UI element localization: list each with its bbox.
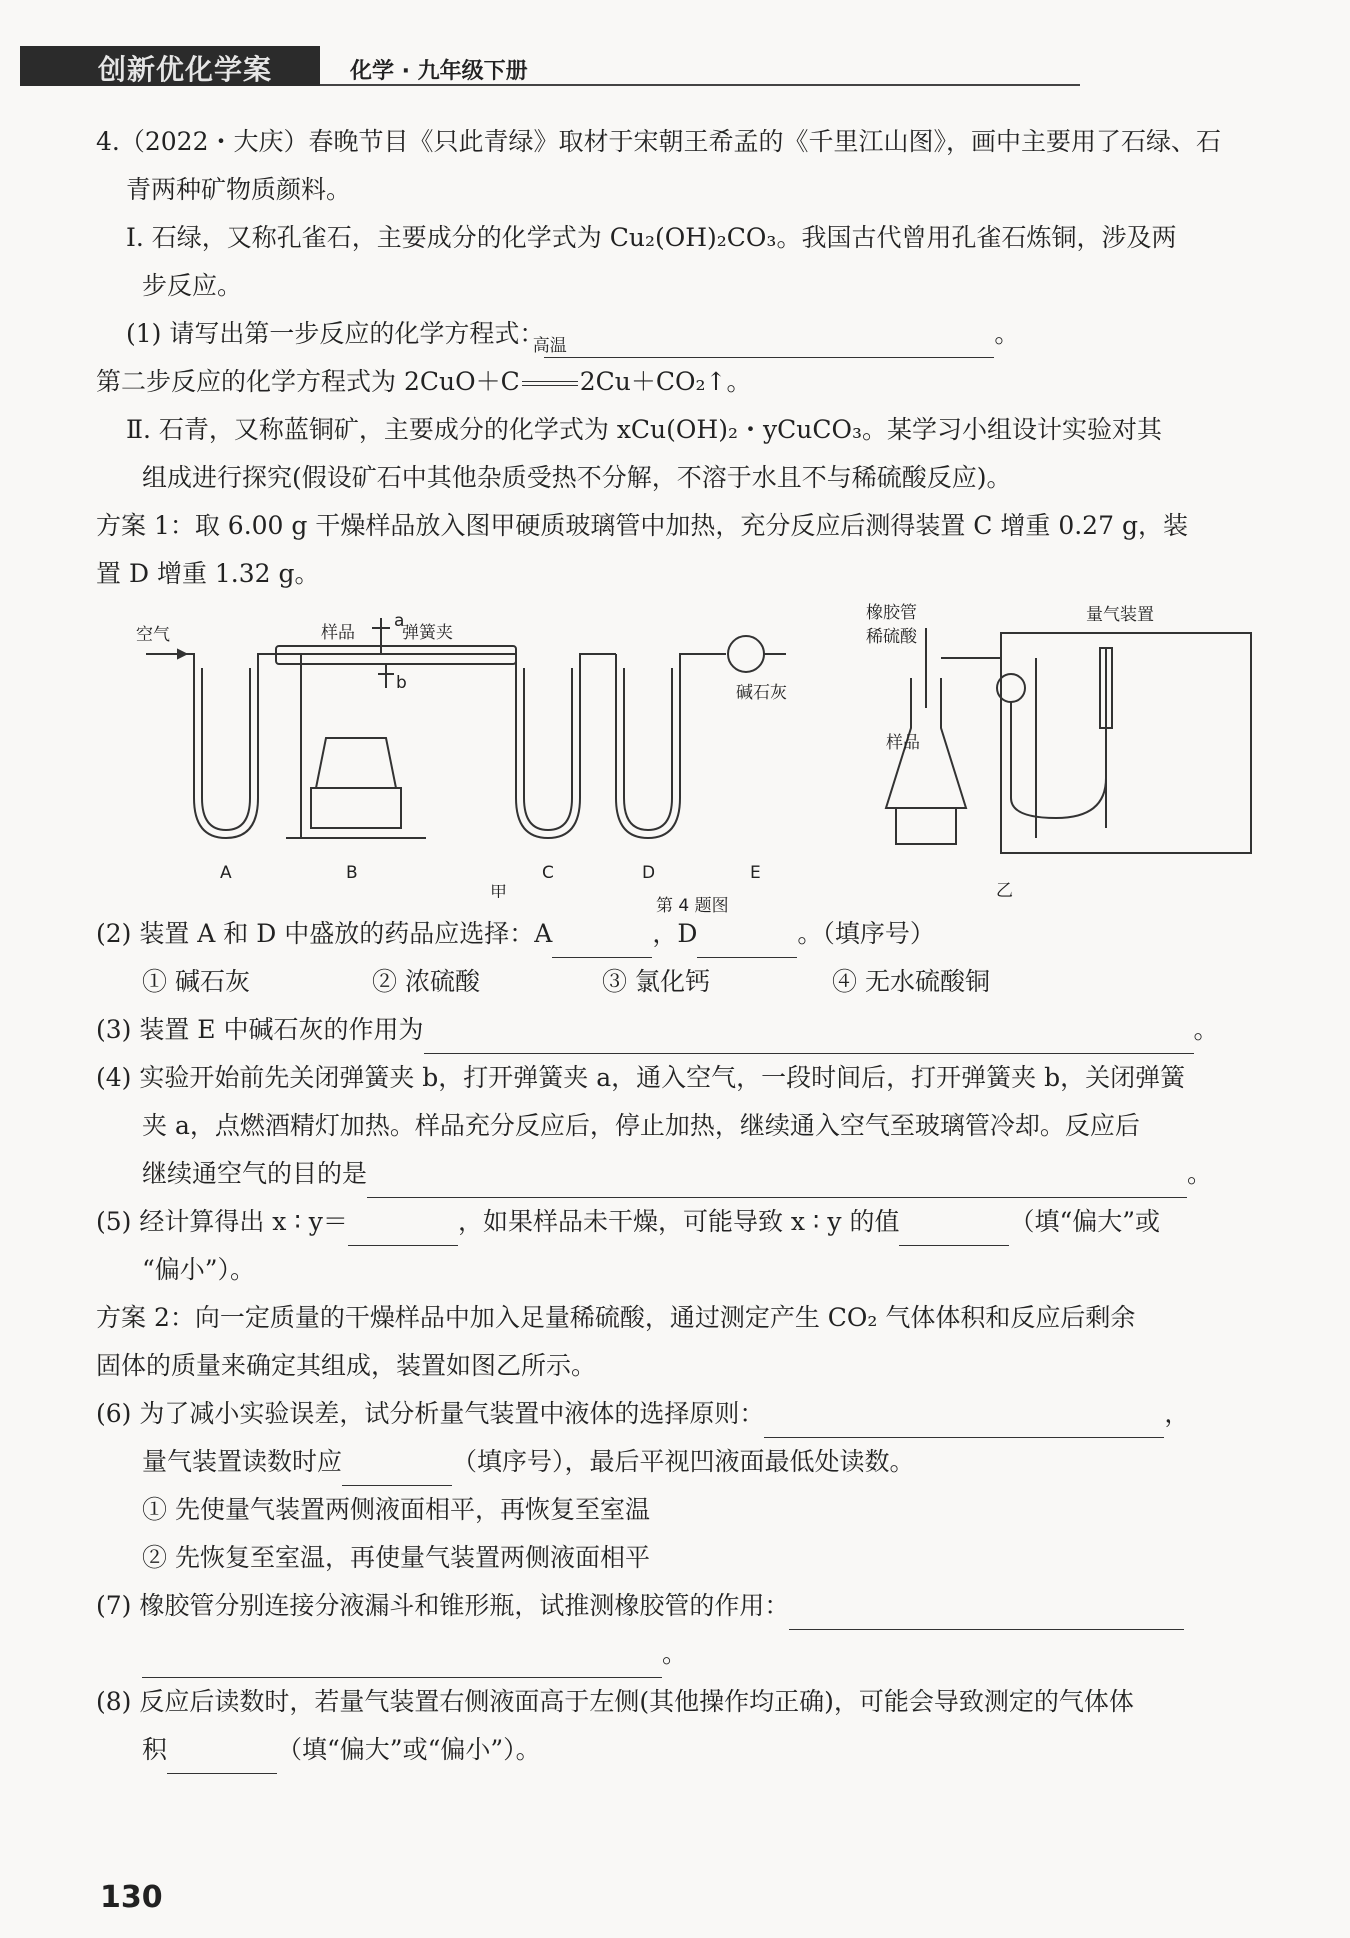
step2-right: 2Cu＋CO₂↑。 <box>579 367 752 396</box>
q6-text-2: 量气装置读数时应 <box>142 1447 343 1476</box>
q7-text: (7) 橡胶管分别连接分液漏斗和锥形瓶，试推测橡胶管的作用： <box>96 1591 790 1620</box>
part1-line-2: 步反应。 <box>142 271 243 300</box>
intro-line-1: 4.（2022・大庆）春晚节目《只此青绿》取材于宋朝王希孟的《千里江山图》，画中主要用了石绿、石 <box>96 127 1221 156</box>
q1-answer-blank[interactable] <box>544 327 994 358</box>
label-sample-2: 样品 <box>886 733 920 753</box>
label-dilute-acid: 稀硫酸 <box>866 627 917 647</box>
q6-text-3: （填序号），最后平视凹液面最低处读数。 <box>452 1447 915 1476</box>
q6-blank-order[interactable] <box>342 1455 452 1486</box>
label-sample: 样品 <box>321 623 355 643</box>
reaction-arrow <box>520 336 580 406</box>
subject-title: 化学 · 九年级下册 <box>350 59 528 84</box>
q3-answer-blank[interactable] <box>424 1023 1194 1054</box>
q1-line: (1) 请写出第一步反应的化学方程式： 。 <box>96 310 1276 358</box>
q7-blank-1[interactable] <box>789 1599 1184 1630</box>
q5-text-1: (5) 经计算得出 x ∶ y＝ <box>96 1207 348 1236</box>
label-jia: 甲 <box>490 883 507 898</box>
apparatus-figure <box>96 598 1276 916</box>
q5-blank-effect[interactable] <box>899 1215 1009 1246</box>
label-air: 空气 <box>136 625 170 645</box>
label-gas-device: 量气装置 <box>1086 605 1154 625</box>
q4-line-3: 继续通空气的目的是 。 <box>96 1150 1276 1198</box>
q8-blank[interactable] <box>167 1743 277 1774</box>
label-D: D <box>642 863 656 883</box>
q2-options <box>96 958 1276 1006</box>
label-clip-a: a <box>394 611 405 631</box>
q5-text-3: （填“偏大”或 <box>1009 1207 1161 1236</box>
q8-text-1: 积 <box>142 1735 168 1764</box>
page-number: 130 <box>100 1880 163 1915</box>
question-4 <box>96 118 1276 1774</box>
q7-line-1 <box>96 1582 1276 1630</box>
figure-caption: 第 4 题图 <box>656 896 729 916</box>
q2-end: 。（填序号） <box>797 919 935 948</box>
label-C: C <box>542 863 554 883</box>
plan1-line-2: 置 D 增重 1.32 g。 <box>96 559 320 588</box>
q3-text: (3) 装置 E 中碱石灰的作用为 <box>96 1015 424 1044</box>
q4-line-1: (4) 实验开始前先关闭弹簧夹 b，打开弹簧夹 a，通入空气，一段时间后，打开弹簧夹 b，关闭弹簧 <box>96 1063 1186 1092</box>
plan2-line-2: 固体的质量来确定其组成，装置如图乙所示。 <box>96 1351 597 1380</box>
label-B: B <box>346 863 358 883</box>
label-yi: 乙 <box>996 881 1013 898</box>
q6-text-1: (6) 为了减小实验误差，试分析量气装置中液体的选择原则： <box>96 1399 765 1428</box>
step2-left: 第二步反应的化学方程式为 2CuO＋C <box>96 367 520 396</box>
q2-text: (2) 装置 A 和 D 中盛放的药品应选择：A <box>96 919 553 948</box>
q7-blank-2[interactable] <box>142 1647 662 1678</box>
option-4: ④ 无水硫酸铜 <box>832 967 990 996</box>
label-A: A <box>220 863 232 883</box>
step2-equation <box>96 336 1276 406</box>
q8-text-2: （填“偏大”或“偏小”）。 <box>277 1735 541 1764</box>
label-soda-lime: 碱石灰 <box>736 683 787 703</box>
q6-blank-principle[interactable] <box>764 1407 1164 1438</box>
apparatus-diagram <box>96 598 1276 898</box>
q8-line-1: (8) 反应后读数时，若量气装置右侧液面高于左侧(其他操作均正确)，可能会导致测定的气体体 <box>96 1687 1134 1716</box>
label-clip-b: b <box>396 673 407 693</box>
q5-line-1 <box>96 1198 1276 1246</box>
q8-line-2 <box>96 1726 1276 1774</box>
option-1: ① 碱石灰 <box>142 967 250 996</box>
q5-blank-ratio[interactable] <box>348 1215 458 1246</box>
part2-line-2: 组成进行探究(假设矿石中其他杂质受热不分解，不溶于水且不与稀硫酸反应)。 <box>142 463 1012 492</box>
header-rule <box>320 84 1080 86</box>
part1-line-1: Ⅰ. 石绿，又称孔雀石，主要成分的化学式为 Cu₂(OH)₂CO₃。我国古代曾用孔雀石炼铜，涉及两 <box>126 223 1177 252</box>
label-rubber-tube: 橡胶管 <box>866 603 917 623</box>
q2-blank-A[interactable] <box>552 927 652 958</box>
q4-line-2: 夹 a，点燃酒精灯加热。样品充分反应后，停止加热，继续通入空气至玻璃管冷却。反应后 <box>142 1111 1140 1140</box>
q2-mid: ，D <box>652 919 698 948</box>
q4-text: 继续通空气的目的是 <box>142 1159 368 1188</box>
option-3: ③ 氯化钙 <box>602 967 710 996</box>
brand-title: 创新优化学案 <box>98 53 273 86</box>
q5-line-2: “偏小”）。 <box>142 1255 256 1284</box>
part2-line-1: Ⅱ. 石青，又称蓝铜矿，主要成分的化学式为 xCu(OH)₂・yCuCO₃。某学习小组设计实验对其 <box>126 415 1162 444</box>
q6-line-1: (6) 为了减小实验误差，试分析量气装置中液体的选择原则： ， <box>96 1390 1276 1438</box>
page-header <box>20 46 1060 90</box>
option-2: ② 浓硫酸 <box>372 967 480 996</box>
q4-answer-blank[interactable] <box>367 1167 1187 1198</box>
q2-blank-D[interactable] <box>697 927 797 958</box>
q6-option-1: ① 先使量气装置两侧液面相平，再恢复至室温 <box>142 1495 650 1524</box>
q3-line: (3) 装置 E 中碱石灰的作用为 。 <box>96 1006 1276 1054</box>
q1-text: (1) 请写出第一步反应的化学方程式： <box>126 319 545 348</box>
intro-line-2: 青两种矿物质颜料。 <box>126 175 352 204</box>
reaction-condition: 高温 <box>532 336 567 356</box>
q7-line-2: 。 <box>96 1630 1276 1678</box>
q6-option-2: ② 先恢复至室温，再使量气装置两侧液面相平 <box>142 1543 650 1572</box>
q5-text-2: ，如果样品未干燥，可能导致 x ∶ y 的值 <box>457 1207 900 1236</box>
label-spring-clip: 弹簧夹 <box>402 623 453 643</box>
q6-line-2 <box>96 1438 1276 1486</box>
plan1-line-1: 方案 1：取 6.00 g 干燥样品放入图甲硬质玻璃管中加热，充分反应后测得装置 C 增重 0.27 g，装 <box>96 511 1188 540</box>
label-E: E <box>750 863 761 883</box>
plan2-line-1: 方案 2：向一定质量的干燥样品中加入足量稀硫酸，通过测定产生 CO₂ 气体体积和反应后剩余 <box>96 1303 1136 1332</box>
